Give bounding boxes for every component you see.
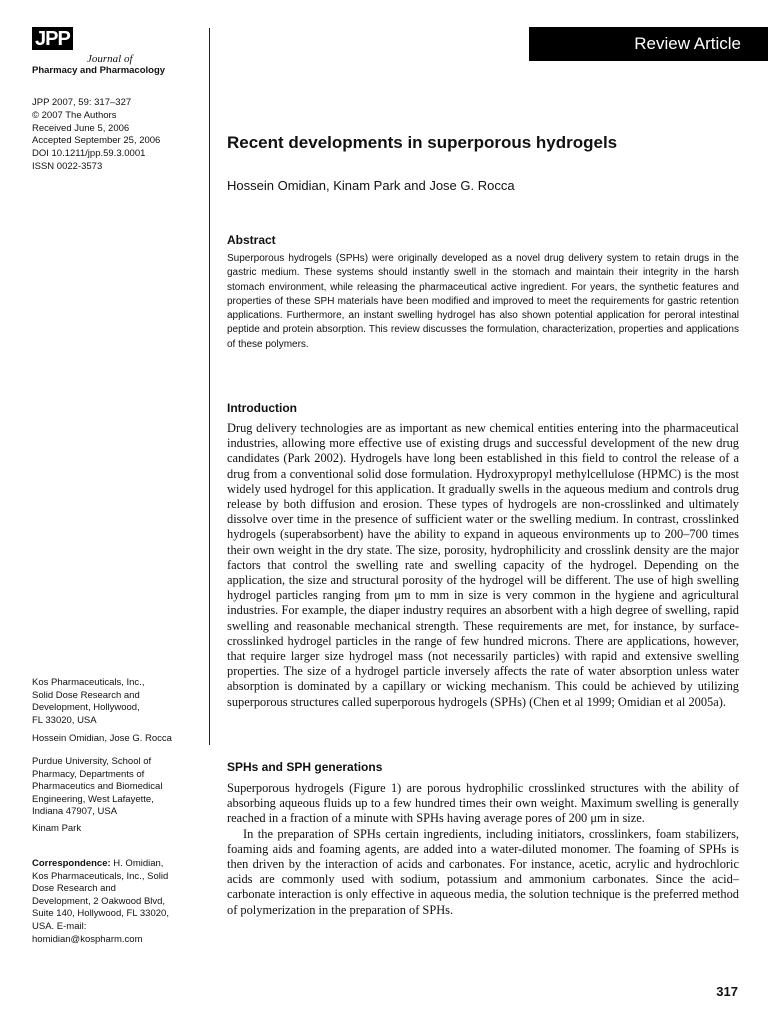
- correspondence-line: Dose Research and: [32, 883, 116, 895]
- affiliation-line: Pharmaceutics and Biomedical: [32, 781, 163, 793]
- affiliation-line: FL 33020, USA: [32, 714, 97, 726]
- meta-received: Received June 5, 2006: [32, 122, 130, 134]
- journal-name: Pharmacy and Pharmacology: [32, 65, 166, 76]
- affiliation-line: Kos Pharmaceuticals, Inc.,: [32, 677, 145, 688]
- correspondence-line: Suite 140, Hollywood, FL 33020,: [32, 908, 169, 920]
- sph-body: [227, 781, 739, 918]
- correspondence-line: Development, 2 Oakwood Blvd,: [32, 895, 166, 907]
- article-authors: Hossein Omidian, Kinam Park and Jose G. Rocca: [227, 178, 515, 193]
- correspondence-line-1: [32, 858, 202, 871]
- correspondence-line: USA. E-mail:: [32, 920, 87, 932]
- publication-meta: [32, 97, 160, 174]
- affiliation-kos: [32, 677, 202, 727]
- affiliation-line: Engineering, West Lafayette,: [32, 793, 154, 805]
- affiliation-purdue: [32, 756, 202, 819]
- meta-citation: JPP 2007, 59: 317–327: [32, 97, 132, 108]
- meta-copyright: © 2007 The Authors: [32, 109, 117, 121]
- page-number: 317: [716, 984, 738, 999]
- meta-issn: ISSN 0022-3573: [32, 160, 103, 172]
- affiliation-line: Solid Dose Research and: [32, 689, 140, 701]
- column-divider: [209, 28, 210, 745]
- introduction-paragraph: Drug delivery technologies are as important as new chemical entities entering into the pharmaceutical industries, allowing more effective use of existing drugs and successful development of the new drug candidates (Park 2002). Hydrogels have long been established in this field to control the release of a drug from a conventional solid dose formulation. Hydroxypropyl methylcellulose (HPMC) is the most widely used hydrogel for this application. It gradually swells in the aqueous medium and controls drug release by both diffusion and erosion. These types of hydrogels are non-crosslinked and ultimately dissolve over time in the presence of sufficient water or the swelling medium. In contrast, crosslinked hydrogels (superabsorbent) have the ability to expand in aqueous environments up to 200–700 times their own weight in the dry state. The size, porosity, hydrophilicity and crosslink density are the major factors that control the swelling rate and swelling capacity of the hydrogel. Depending on the application, the size and structural porosity of the hydrogel will be different. The use of high swelling hydrogel particles ranging from μm to mm in size is very common in the hygiene and agricultural industries. For example, the diaper industry requires an absorbent with a high degree of swelling, rapid swelling and reasonable mechanical strength. These requirements are met, for instance, by surface-crosslinked hydrogel particles in the range of few hundred microns. There are applications, however, that require larger size hydrogel mass (not necessarily particles) with rapid and extensive swelling properties. The size of a hydrogel particle inversely affects the rate of water absorption unless water absorption is dominated by a capillary or wicking mechanism. This could be achieved by utilizing superporous structures called superporous hydrogels (SPHs) (Chen et al 1999; Omidian et al 2005a).: [227, 421, 739, 709]
- correspondence-name: H. Omidian,: [110, 858, 164, 869]
- affiliation-kos-people: Hossein Omidian, Jose G. Rocca: [32, 733, 172, 744]
- journal-logo: [32, 27, 166, 76]
- introduction-body: [227, 421, 739, 710]
- article-type-banner: Review Article: [529, 27, 768, 61]
- affiliation-line: Indiana 47907, USA: [32, 806, 118, 818]
- affiliation-line: Purdue University, School of: [32, 756, 152, 767]
- correspondence-line: Kos Pharmaceuticals, Inc., Solid: [32, 870, 169, 882]
- correspondence-email[interactable]: homidian@kospharm.com: [32, 933, 143, 945]
- jpp-logo-mark: JPP: [32, 27, 73, 50]
- journal-of-label: Journal of: [87, 53, 133, 65]
- abstract-heading: Abstract: [227, 233, 276, 247]
- affiliation-purdue-people: Kinam Park: [32, 823, 82, 834]
- correspondence: [32, 858, 202, 946]
- abstract-text: Superporous hydrogels (SPHs) were originally developed as a novel drug delivery system to retain drugs in the gastric medium. These systems should instantly swell in the stomach and maintain their integrity in the harsh stomach environment, while releasing the pharmaceutical active ingredient. For years, the synthetic features and properties of these SPH materials have been modified and improved to meet the requirements for gastric retention applications. Furthermore, an instant swelling hydrogel has also shown potential application for peroral intestinal peptide and protein absorption. This review discusses the formulation, characterization, properties and applications of these polymers.: [227, 253, 739, 350]
- correspondence-label: Correspondence:: [32, 858, 111, 869]
- sph-paragraph-1: Superporous hydrogels (Figure 1) are porous hydrophilic crosslinked structures with the ability of absorbing aqueous fluids up to a few hundred times their own weight. Maximum swelling is generally reached in a fraction of a minute with SPHs having average pores of 200 μm in size.: [227, 781, 739, 826]
- meta-accepted: Accepted September 25, 2006: [32, 135, 161, 147]
- sph-paragraph-2: In the preparation of SPHs certain ingredients, including initiators, crosslinkers, foam stabilizers, foaming aids and foaming agents, are added into a water-diluted monomer. The foaming of SPHs is then driven by the interaction of acids and carbonates. For instance, acetic, acrylic and hydrochloric acids are commonly used with sodium, potassium and ammonium carbonates. Since the acid–carbonate interaction is only effective in aqueous media, the solution technique is the preferred method of polymerization in the preparation of SPHs.: [227, 826, 739, 917]
- meta-doi: DOI 10.1211/jpp.59.3.0001: [32, 148, 146, 160]
- affiliation-line: Pharmacy, Departments of: [32, 768, 145, 780]
- affiliation-line: Development, Hollywood,: [32, 702, 140, 714]
- article-title: Recent developments in superporous hydrogels: [227, 133, 618, 152]
- sph-heading: SPHs and SPH generations: [227, 760, 383, 774]
- introduction-heading: Introduction: [227, 401, 297, 415]
